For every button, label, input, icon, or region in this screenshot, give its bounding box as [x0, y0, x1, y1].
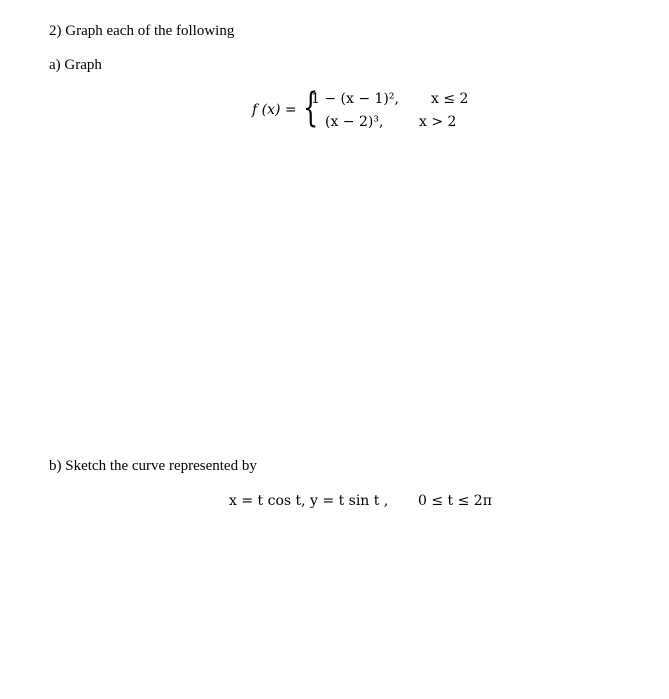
- case2-expression: (x − 2)³,: [325, 114, 384, 130]
- case1-condition: x ≤ 2: [431, 91, 469, 107]
- function-lhs: f (x) =: [252, 102, 297, 118]
- parameter-domain: 0 ≤ t ≤ 2π: [418, 493, 492, 509]
- case1-expression: 1 − (x − 1)²,: [311, 91, 399, 107]
- part-b-label: b) Sketch the curve represented by: [49, 458, 257, 474]
- left-brace: {: [303, 85, 319, 131]
- question-heading: 2) Graph each of the following: [49, 23, 235, 39]
- part-a-label: a) Graph: [49, 57, 102, 73]
- case2-condition: x > 2: [419, 114, 457, 130]
- parametric-equation: x = t cos t, y = t sin t ,: [229, 493, 389, 509]
